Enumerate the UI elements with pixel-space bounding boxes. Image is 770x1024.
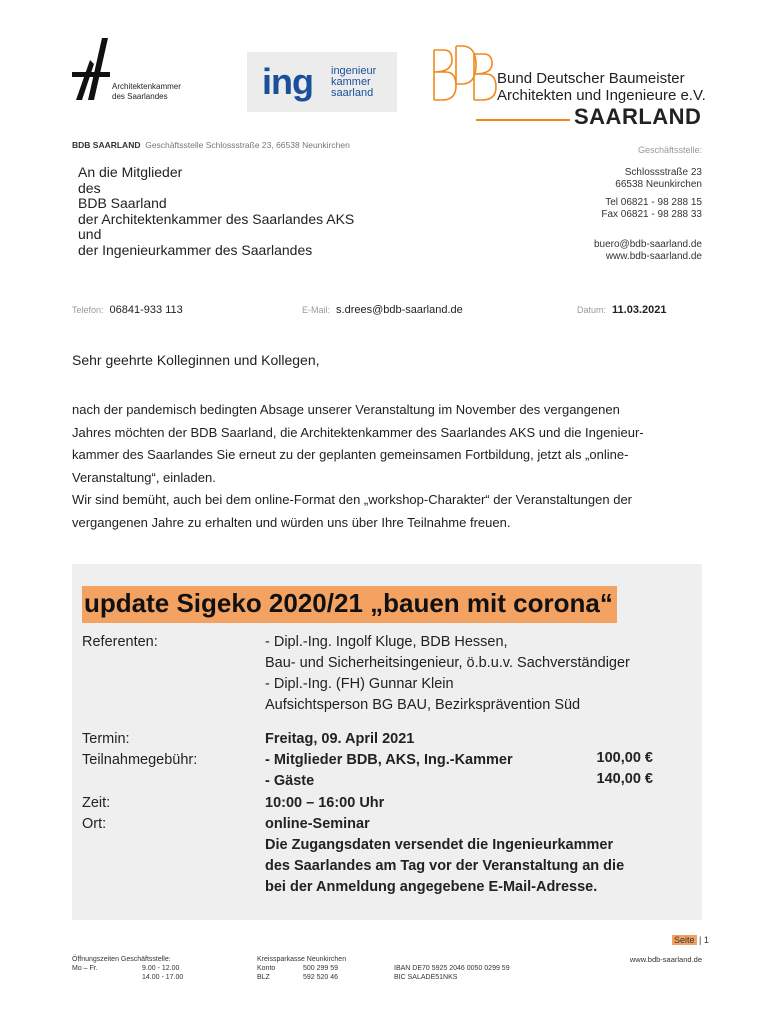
- greeting: Sehr geehrte Kolleginnen und Kollegen,: [72, 352, 320, 368]
- recipient-line: der Architektenkammer des Saarlandes AKS: [78, 210, 355, 227]
- fee-guests-price: 140,00 €: [596, 771, 653, 787]
- referent-line: - Dipl.-Ing. Ingolf Kluge, BDB Hessen,: [265, 634, 508, 650]
- meta-email: [302, 304, 463, 316]
- fee-label: Teilnahmegebühr:: [82, 752, 198, 768]
- ort-note-line: des Saarlandes am Tag vor der Veranstaltung an die: [265, 858, 625, 874]
- ak-name-line1: Architektenkammer: [112, 82, 181, 91]
- meta-date: [577, 304, 666, 316]
- recipient-address: [78, 165, 354, 258]
- ort-value: online-Seminar: [265, 816, 370, 832]
- hours-morning: 9.00 - 12.00: [142, 965, 180, 972]
- ort-note-line: bei der Anmeldung angegebene E-Mail-Adresse.: [265, 879, 598, 895]
- date-value: 11.03.2021: [612, 304, 667, 316]
- office-email-link[interactable]: buero@bdb-saarland.de: [593, 239, 702, 250]
- konto-value: 500 299 59: [303, 965, 339, 972]
- termin-value: Freitag, 09. April 2021: [265, 731, 415, 747]
- ing-line3: saarland: [331, 87, 374, 99]
- footer-web-link[interactable]: www.bdb-saarland.de: [629, 955, 702, 964]
- termin-label: Termin:: [82, 731, 130, 747]
- bdb-name-line1: Bund Deutscher Baumeister: [497, 70, 685, 87]
- blz-value: 592 520 46: [303, 974, 339, 981]
- letter-body: [72, 399, 712, 534]
- recipient-line: der Ingenieurkammer des Saarlandes: [78, 241, 313, 258]
- ing-logo-mark: ing: [262, 61, 313, 102]
- recipient-line: des: [78, 179, 101, 196]
- hours-afternoon: 14.00 - 17.00: [142, 974, 184, 981]
- fee-members-price: 100,00 €: [596, 750, 653, 766]
- blz-label: BLZ: [257, 974, 270, 981]
- office-fax: Fax 06821 - 98 288 33: [601, 209, 702, 220]
- event-title: update Sigeko 2020/21 „bauen mit corona“: [82, 586, 617, 623]
- bank-name: Kreissparkasse Neunkirchen: [257, 956, 347, 963]
- bdb-name-line2: Architekten und Ingenieure e.V.: [497, 87, 706, 104]
- footer-iban: [394, 964, 510, 982]
- recipient-line: und: [78, 226, 102, 242]
- iban: IBAN DE70 5925 2046 0050 0299 59: [394, 965, 510, 972]
- referent-line: Aufsichtsperson BG BAU, Bezirksprävention Süd: [265, 697, 581, 713]
- referent-line: - Dipl.-Ing. (FH) Gunnar Klein: [265, 676, 454, 692]
- sender-org: BDB SAARLAND: [72, 140, 141, 150]
- sender-return-address: [72, 140, 350, 150]
- body-line: nach der pandemisch bedingten Absage unserer Veranstaltung im November des vergangenen: [72, 402, 620, 417]
- office-city: 66538 Neunkirchen: [615, 179, 702, 190]
- date-label: Datum:: [577, 305, 607, 315]
- ort-label: Ort:: [82, 816, 107, 832]
- mail-label: E-Mail:: [302, 305, 331, 315]
- mail-value-link[interactable]: s.drees@bdb-saarland.de: [336, 304, 463, 316]
- recipient-line: BDB Saarland: [78, 195, 167, 211]
- tel-value: 06841-933 113: [109, 304, 183, 316]
- body-line: kammer des Saarlandes Sie erneut zu der geplanten gemeinsamen Fortbildung, jetzt als „online-: [72, 447, 629, 462]
- ak-name-line2: des Saarlandes: [112, 92, 168, 101]
- bdb-logo-text: [497, 70, 706, 104]
- body-line: Veranstaltung“, einladen.: [72, 469, 216, 485]
- referenten-label: Referenten:: [82, 634, 158, 650]
- office-contact-block: [594, 167, 702, 263]
- referent-line: Bau- und Sicherheitsingenieur, ö.b.u.v. Sachverständiger: [265, 655, 630, 671]
- body-line: vergangenen Jahre zu erhalten und würden uns über Ihre Teilnahme freuen.: [72, 514, 511, 530]
- bdb-saarland-wordmark: SAARLAND: [574, 104, 702, 129]
- tel-label: Telefon:: [72, 305, 104, 315]
- hours-days: Mo – Fr.: [72, 965, 98, 972]
- body-line: Wir sind bemüht, auch bei dem online-Format den „workshop-Charakter“ der Veranstaltungen der: [72, 492, 632, 507]
- page-separator: |: [699, 935, 702, 945]
- footer-opening-hours: [72, 955, 183, 982]
- footer-bank: [257, 955, 346, 982]
- meta-telephone: [72, 304, 183, 316]
- office-label: Geschäftsstelle:: [637, 145, 702, 155]
- hours-title: Öffnungszeiten Geschäftsstelle:: [72, 956, 171, 963]
- page-num: 1: [703, 935, 709, 945]
- ingenieurkammer-logo-text: [331, 66, 376, 99]
- fee-guests-label: - Gäste: [265, 773, 315, 789]
- bdb-accent-line: [476, 119, 570, 121]
- konto-label: Konto: [257, 965, 276, 972]
- body-line: Jahres möchten der BDB Saarland, die Architektenkammer des Saarlandes AKS und die Ingenieur-: [72, 424, 644, 440]
- zeit-value: 10:00 – 16:00 Uhr: [265, 795, 385, 811]
- office-street: Schlossstraße 23: [624, 167, 702, 178]
- ing-line2: kammer: [331, 76, 371, 88]
- office-web-link[interactable]: www.bdb-saarland.de: [605, 251, 702, 262]
- bic: BIC SALADE51NKS: [394, 974, 458, 981]
- bdb-logo-icon: [430, 44, 500, 104]
- referenten-list: [265, 632, 630, 716]
- office-tel: Tel 06821 - 98 288 15: [605, 197, 702, 208]
- architektenkammer-logo-text: [112, 82, 181, 102]
- page-number: [672, 935, 709, 945]
- recipient-line: An die Mitglieder: [78, 164, 183, 180]
- zeit-label: Zeit:: [82, 795, 111, 811]
- page-label: Seite: [674, 935, 695, 945]
- ing-line1: ingenieur: [331, 65, 377, 77]
- fee-members-label: - Mitglieder BDB, AKS, Ing.-Kammer: [265, 752, 513, 768]
- sender-address: Geschäftsstelle Schlossstraße 23, 66538 Neunkirchen: [145, 140, 350, 150]
- ort-note-line: Die Zugangsdaten versendet die Ingenieurkammer: [265, 837, 614, 853]
- zeit-ort-values: [265, 793, 624, 898]
- termin-and-fees: [265, 729, 513, 792]
